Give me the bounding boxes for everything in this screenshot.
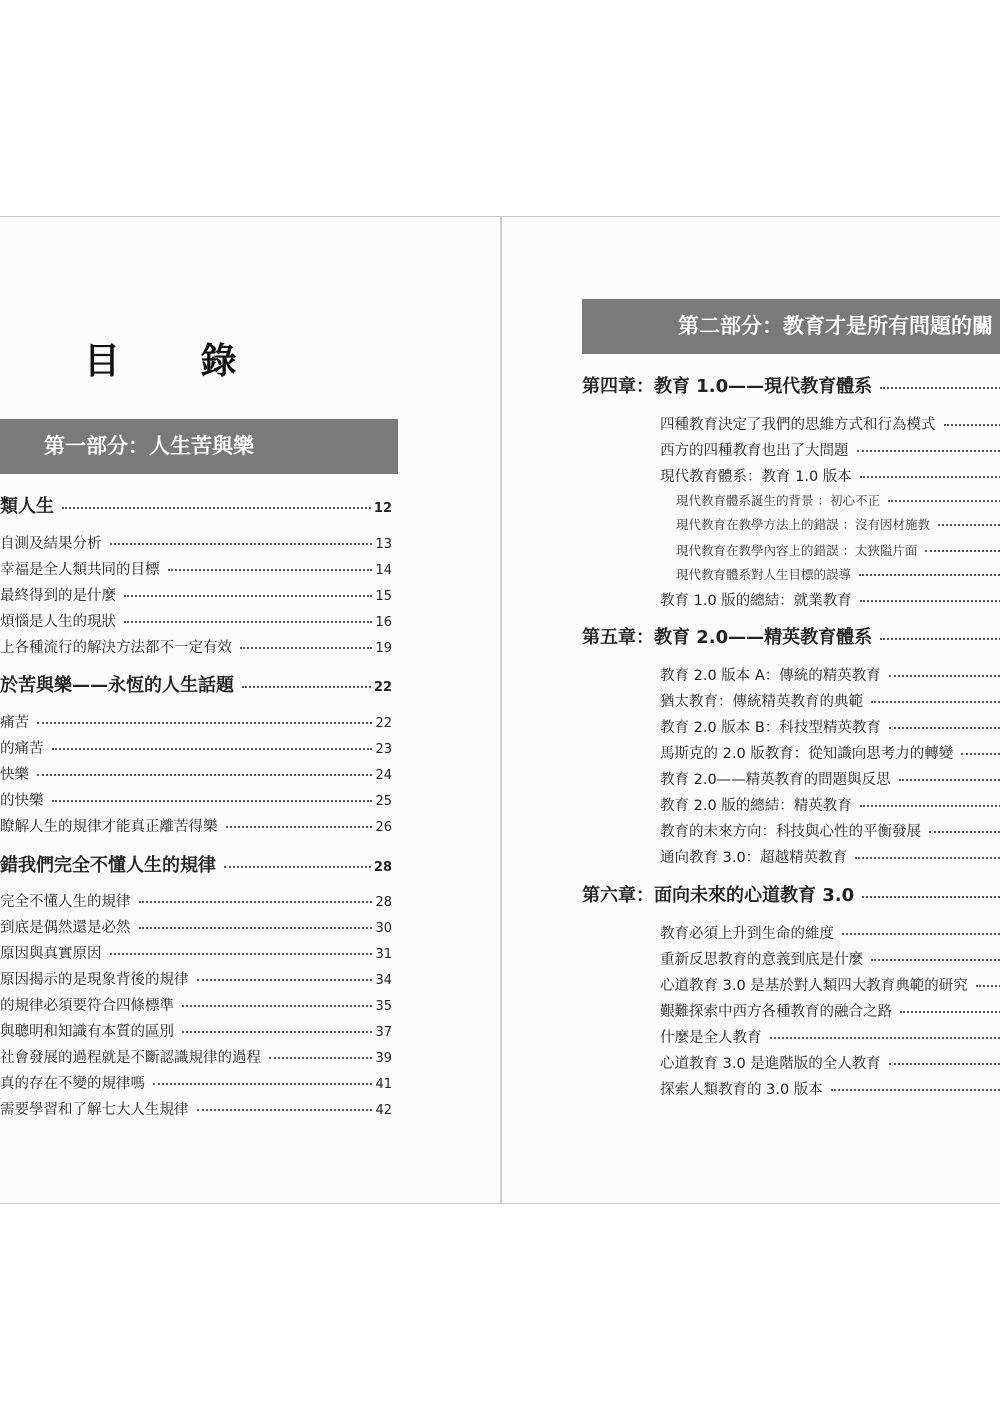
dot-leader bbox=[938, 524, 1000, 526]
toc-section-entry bbox=[0, 737, 392, 759]
dot-leader bbox=[860, 476, 1000, 478]
toc-section-entry bbox=[0, 916, 392, 938]
dot-leader bbox=[197, 979, 373, 981]
dot-leader bbox=[871, 701, 1000, 703]
entry-title: 探索人類教育的 3.0 版本 bbox=[660, 1082, 823, 1098]
dot-leader bbox=[52, 800, 373, 802]
dot-leader bbox=[242, 686, 371, 688]
toc-section-entry bbox=[0, 763, 392, 785]
dot-leader bbox=[52, 748, 373, 750]
toc-section-entry bbox=[660, 922, 1000, 944]
toc-section-entry bbox=[660, 974, 1000, 996]
toc-section-entry bbox=[0, 890, 392, 912]
toc-chapter-entry bbox=[0, 671, 392, 697]
toc-section-entry bbox=[660, 664, 1000, 686]
part-two-banner: 第二部分：教育才是所有問題的關 bbox=[582, 299, 1000, 354]
toc-section-entry bbox=[0, 711, 392, 733]
entry-title: 教育 2.0 版的總結：精英教育 bbox=[660, 798, 852, 814]
toc-section-entry bbox=[0, 636, 392, 658]
toc-section-entry bbox=[0, 942, 392, 964]
entry-title: 於苦與樂——永恆的人生話題 bbox=[0, 675, 234, 696]
entry-title: 的快樂 bbox=[0, 793, 44, 809]
toc-section-entry bbox=[660, 820, 1000, 842]
entry-title: 需要學習和了解七大人生規律 bbox=[0, 1102, 189, 1118]
page-number: 37 bbox=[375, 1025, 392, 1040]
toc-section-entry bbox=[0, 584, 392, 606]
dot-leader bbox=[182, 1031, 372, 1033]
entry-title: 教育的未來方向：科技與心性的平衡發展 bbox=[660, 824, 921, 840]
dot-leader bbox=[168, 569, 373, 571]
dot-leader bbox=[889, 675, 1000, 677]
toc-section-entry bbox=[0, 968, 392, 990]
dot-leader bbox=[153, 1083, 372, 1085]
entry-title: 猶太教育：傳統精英教育的典範 bbox=[660, 694, 863, 710]
toc-section-entry bbox=[0, 1072, 392, 1094]
entry-title: 類人生 bbox=[0, 496, 54, 517]
page-number: 34 bbox=[375, 973, 392, 988]
dot-leader bbox=[240, 647, 372, 649]
page-number: 13 bbox=[375, 537, 392, 552]
entry-title: 到底是偶然還是必然 bbox=[0, 920, 131, 936]
dot-leader bbox=[862, 896, 1000, 898]
page-number: 30 bbox=[375, 921, 392, 936]
page-number: 14 bbox=[375, 563, 392, 578]
book-spread bbox=[0, 216, 1000, 1204]
page-number: 26 bbox=[375, 820, 392, 835]
toc-chapter-entry bbox=[582, 623, 1000, 649]
toc-section-entry bbox=[0, 815, 392, 837]
toc-section-entry bbox=[660, 465, 1000, 487]
dot-leader bbox=[770, 1037, 1000, 1039]
page-number: 23 bbox=[375, 742, 392, 757]
dot-leader bbox=[110, 543, 373, 545]
toc-section-entry bbox=[660, 1000, 1000, 1022]
toc-section-entry bbox=[660, 439, 1000, 461]
entry-title: 與聰明和知識有本質的區別 bbox=[0, 1024, 174, 1040]
dot-leader bbox=[842, 933, 1000, 935]
toc-section-entry bbox=[676, 565, 1000, 585]
page-number: 16 bbox=[375, 615, 392, 630]
entry-title: 瞭解人生的規律才能真正離苦得樂 bbox=[0, 819, 218, 835]
dot-leader bbox=[880, 387, 1000, 389]
entry-title: 教育 2.0 版本 A：傳統的精英教育 bbox=[660, 668, 881, 684]
toc-section-entry bbox=[660, 716, 1000, 738]
dot-leader bbox=[37, 722, 372, 724]
dot-leader bbox=[224, 866, 371, 868]
entry-title: 上各種流行的解決方法都不一定有效 bbox=[0, 640, 232, 656]
page-number: 19 bbox=[375, 641, 392, 656]
dot-leader bbox=[871, 959, 1000, 961]
page-number: 22 bbox=[375, 716, 392, 731]
dot-leader bbox=[944, 424, 1000, 426]
toc-title: 目 錄 bbox=[84, 341, 271, 382]
toc-section-entry bbox=[660, 413, 1000, 435]
toc-chapter-entry bbox=[0, 492, 392, 518]
entry-title: 幸福是全人類共同的目標 bbox=[0, 562, 160, 578]
page-number: 22 bbox=[373, 680, 392, 695]
part-one-banner: 第一部分：人生苦與樂 bbox=[0, 419, 398, 474]
toc-section-entry bbox=[660, 1026, 1000, 1048]
entry-title: 西方的四種教育也出了大問題 bbox=[660, 443, 849, 459]
dot-leader bbox=[139, 901, 373, 903]
entry-title: 自測及結果分析 bbox=[0, 536, 102, 552]
entry-title: 錯我們完全不懂人生的規律 bbox=[0, 855, 216, 876]
dot-leader bbox=[37, 774, 372, 776]
toc-section-entry bbox=[660, 768, 1000, 790]
entry-title: 的規律必須要符合四條標準 bbox=[0, 998, 174, 1014]
entry-title: 的痛苦 bbox=[0, 741, 44, 757]
toc-section-entry bbox=[660, 1078, 1000, 1100]
entry-title: 現代教育在教學方法上的錯誤 ：沒有因材施教 bbox=[676, 517, 930, 532]
page-number: 28 bbox=[375, 895, 392, 910]
page-number: 31 bbox=[375, 947, 392, 962]
entry-title: 教育必須上升到生命的維度 bbox=[660, 926, 834, 942]
toc-section-entry bbox=[0, 1020, 392, 1042]
dot-leader bbox=[197, 1109, 373, 1111]
toc-section-entry bbox=[676, 515, 1000, 535]
toc-section-entry bbox=[0, 994, 392, 1016]
entry-title: 現代教育在教學內容上的錯誤 ：太狹隘片面 bbox=[676, 543, 918, 558]
dot-leader bbox=[860, 600, 1000, 602]
dot-leader bbox=[62, 507, 371, 509]
toc-section-entry bbox=[660, 742, 1000, 764]
dot-leader bbox=[139, 927, 373, 929]
toc-section-entry bbox=[0, 789, 392, 811]
page-number: 39 bbox=[375, 1051, 392, 1066]
dot-leader bbox=[182, 1005, 372, 1007]
dot-leader bbox=[124, 595, 372, 597]
entry-title: 快樂 bbox=[0, 767, 29, 783]
page-number: 24 bbox=[375, 768, 392, 783]
entry-title: 最終得到的是什麼 bbox=[0, 588, 116, 604]
page-number: 41 bbox=[375, 1077, 392, 1092]
dot-leader bbox=[269, 1057, 372, 1059]
entry-title: 教育 2.0 版本 B：科技型精英教育 bbox=[660, 720, 881, 736]
dot-leader bbox=[124, 621, 372, 623]
entry-title: 原因與真實原因 bbox=[0, 946, 102, 962]
entry-title: 教育 2.0——精英教育的問題與反思 bbox=[660, 772, 891, 788]
entry-title: 原因揭示的是現象背後的規律 bbox=[0, 972, 189, 988]
toc-section-entry bbox=[660, 1052, 1000, 1074]
dot-leader bbox=[860, 805, 1000, 807]
dot-leader bbox=[831, 1089, 1000, 1091]
entry-title: 教育 1.0 版的總結：就業教育 bbox=[660, 593, 852, 609]
toc-section-entry bbox=[660, 589, 1000, 611]
page-number: 12 bbox=[373, 501, 392, 516]
page-number: 25 bbox=[375, 794, 392, 809]
entry-title: 現代教育體系誕生的背景 ：初心不正 bbox=[676, 493, 880, 508]
toc-chapter-entry bbox=[582, 881, 1000, 907]
entry-title: 馬斯克的 2.0 版教育：從知識向思考力的轉變 bbox=[660, 746, 954, 762]
toc-section-entry bbox=[0, 1098, 392, 1120]
toc-section-entry bbox=[660, 948, 1000, 970]
toc-chapter-entry bbox=[0, 851, 392, 877]
entry-title: 第四章：教育 1.0——現代教育體系 bbox=[582, 376, 873, 397]
entry-title: 完全不懂人生的規律 bbox=[0, 894, 131, 910]
page-number: 42 bbox=[375, 1103, 392, 1118]
toc-section-entry bbox=[660, 690, 1000, 712]
entry-title: 四種教育決定了我們的思維方式和行為模式 bbox=[660, 417, 936, 433]
dot-leader bbox=[857, 450, 1000, 452]
entry-title: 現代教育體系：教育 1.0 版本 bbox=[660, 469, 852, 485]
entry-title: 現代教育體系對人生目標的誤導 bbox=[676, 567, 852, 582]
entry-title: 社會發展的過程就是不斷認識規律的過程 bbox=[0, 1050, 261, 1066]
toc-section-entry bbox=[660, 794, 1000, 816]
toc-section-entry bbox=[0, 610, 392, 632]
dot-leader bbox=[900, 1011, 1000, 1013]
entry-title: 第五章：教育 2.0——精英教育體系 bbox=[582, 627, 873, 648]
entry-title: 什麼是全人教育 bbox=[660, 1030, 762, 1046]
dot-leader bbox=[855, 857, 1000, 859]
right-page bbox=[502, 217, 1000, 1203]
page-number: 15 bbox=[375, 589, 392, 604]
dot-leader bbox=[889, 727, 1000, 729]
toc-section-entry bbox=[0, 558, 392, 580]
dot-leader bbox=[226, 826, 373, 828]
dot-leader bbox=[859, 574, 1000, 576]
dot-leader bbox=[976, 985, 1000, 987]
toc-section-entry bbox=[0, 1046, 392, 1068]
dot-leader bbox=[889, 1063, 1000, 1065]
toc-section-entry bbox=[0, 532, 392, 554]
entry-title: 重新反思教育的意義到底是什麼 bbox=[660, 952, 863, 968]
entry-title: 心道教育 3.0 是基於對人類四大教育典範的研究 bbox=[660, 978, 968, 994]
entry-title: 第六章：面向未來的心道教育 3.0 bbox=[582, 885, 855, 906]
entry-title: 痛苦 bbox=[0, 715, 29, 731]
entry-title: 通向教育 3.0：超越精英教育 bbox=[660, 850, 848, 866]
left-page bbox=[0, 217, 499, 1203]
page-number: 28 bbox=[373, 860, 392, 875]
dot-leader bbox=[961, 753, 1000, 755]
dot-leader bbox=[888, 500, 1000, 502]
dot-leader bbox=[899, 779, 1000, 781]
dot-leader bbox=[929, 831, 1000, 833]
toc-chapter-entry bbox=[582, 372, 1000, 398]
dot-leader bbox=[110, 953, 373, 955]
toc-section-entry bbox=[676, 541, 1000, 561]
page-number: 35 bbox=[375, 999, 392, 1014]
toc-section-entry bbox=[660, 846, 1000, 868]
entry-title: 艱難探索中西方各種教育的融合之路 bbox=[660, 1004, 892, 1020]
entry-title: 心道教育 3.0 是進階版的全人教育 bbox=[660, 1056, 881, 1072]
dot-leader bbox=[880, 638, 1000, 640]
dot-leader bbox=[925, 550, 1000, 552]
entry-title: 真的存在不變的規律嗎 bbox=[0, 1076, 145, 1092]
entry-title: 煩惱是人生的現狀 bbox=[0, 614, 116, 630]
toc-section-entry bbox=[676, 491, 1000, 511]
